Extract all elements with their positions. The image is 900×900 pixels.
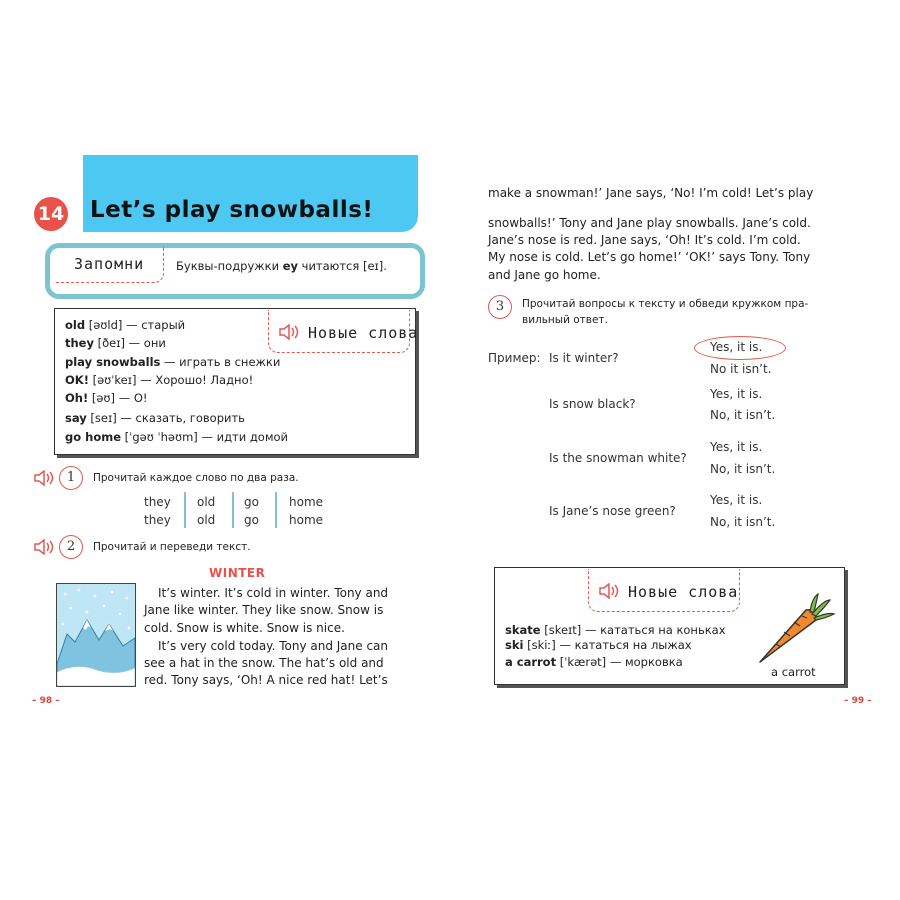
grid-word: go bbox=[244, 513, 259, 527]
speaker-icon[interactable] bbox=[278, 324, 300, 344]
vocab-item: go home [ˈgəʊ ˈhəʊm] — идти домой bbox=[65, 430, 289, 444]
remember-text-prefix: Буквы-подружки bbox=[176, 259, 280, 273]
story-line: It’s very cold today. Tony and Jane can bbox=[158, 639, 388, 653]
answer-yes[interactable]: Yes, it is. bbox=[710, 440, 763, 454]
grid-word: they bbox=[144, 513, 171, 527]
task3-instruction-line2: вильный ответ. bbox=[522, 314, 608, 326]
page-number-left: – 98 – bbox=[32, 696, 60, 706]
answer-no[interactable]: No, it isn’t. bbox=[710, 462, 776, 476]
task3-instruction-line1: Прочитай вопросы к тексту и обведи кружком пра- bbox=[522, 298, 809, 310]
answer-no[interactable]: No, it isn’t. bbox=[710, 408, 776, 422]
task-number-3: 3 bbox=[488, 295, 512, 319]
story-line: It’s winter. It’s cold in winter. Tony and bbox=[158, 586, 389, 600]
question: Is the snowman white? bbox=[549, 451, 687, 465]
story-line: red. Tony says, ‘Oh! A nice red hat! Let’s bbox=[144, 673, 388, 687]
vocab-item: old [əʊld] — старый bbox=[65, 318, 186, 332]
story-line: cold. Snow is white. Snow is nice. bbox=[144, 621, 345, 635]
answer-yes[interactable]: Yes, it is. bbox=[710, 340, 763, 354]
grid-word: home bbox=[289, 513, 324, 527]
story-line: My nose is cold. Let’s go home!’ ‘OK!’ says Tony. Tony bbox=[488, 250, 811, 264]
question: Is it winter? bbox=[549, 351, 619, 365]
grid-divider bbox=[232, 492, 234, 528]
task1-instruction: Прочитай каждое слово по два раза. bbox=[93, 472, 299, 484]
grid-word: old bbox=[197, 513, 216, 527]
answer-yes[interactable]: Yes, it is. bbox=[710, 493, 763, 507]
carrot-caption: a carrot bbox=[771, 665, 816, 679]
remember-sound: [eɪ]. bbox=[362, 259, 387, 273]
grid-divider bbox=[275, 492, 277, 528]
vocab-item: say [seɪ] — сказать, говорить bbox=[65, 411, 245, 425]
page-number-right: – 99 – bbox=[844, 696, 872, 706]
story-line: Jane like winter. They like snow. Snow is bbox=[144, 603, 384, 617]
grid-divider bbox=[184, 492, 186, 528]
winter-mountains-illustration bbox=[56, 583, 136, 687]
answer-no[interactable]: No, it isn’t. bbox=[710, 515, 776, 529]
question: Is snow black? bbox=[549, 397, 636, 411]
grid-word: home bbox=[289, 495, 324, 509]
speaker-icon[interactable] bbox=[598, 583, 620, 603]
grid-word: old bbox=[197, 495, 216, 509]
grid-word: they bbox=[144, 495, 171, 509]
story-line: snowballs!’ Tony and Jane play snowballs. Jane’s cold. bbox=[488, 216, 811, 230]
vocab-item: a carrot [ˈkærət] — морковка bbox=[505, 655, 683, 669]
answer-yes[interactable]: Yes, it is. bbox=[710, 387, 763, 401]
task-number-1: 1 bbox=[59, 466, 83, 490]
remember-rule bbox=[176, 259, 387, 273]
vocab-item: ski [skiː] — кататься на лыжах bbox=[505, 638, 692, 652]
carrot-illustration bbox=[754, 590, 836, 670]
speaker-icon[interactable] bbox=[33, 470, 55, 490]
remember-label: Запомни bbox=[74, 255, 145, 273]
story-line: make a snowman!’ Jane says, ‘No! I’m cold! Let’s play bbox=[488, 186, 814, 200]
new-words-label: Новые слова bbox=[628, 583, 739, 601]
story-line: see a hat in the snow. The hat’s old and bbox=[144, 656, 384, 670]
vocab-item: Oh! [əʊ] — О! bbox=[65, 391, 148, 405]
question: Is Jane’s nose green? bbox=[549, 504, 676, 518]
vocab-item: skate [skeɪt] — кататься на коньках bbox=[505, 623, 726, 637]
new-words-label: Новые слова bbox=[308, 324, 419, 342]
story-line: and Jane go home. bbox=[488, 268, 601, 282]
vocab-item: they [ðeɪ] — они bbox=[65, 336, 166, 350]
task2-instruction: Прочитай и переведи текст. bbox=[93, 541, 251, 553]
answer-no[interactable]: No it isn’t. bbox=[710, 362, 772, 376]
vocab-item: play snowballs — играть в снежки bbox=[65, 355, 281, 369]
remember-text-middle: читаются bbox=[301, 259, 360, 273]
story-title: WINTER bbox=[209, 566, 266, 580]
speaker-icon[interactable] bbox=[33, 539, 55, 559]
story-line: Jane’s nose is red. Jane says, ‘Oh! It’s cold. I’m cold. bbox=[488, 233, 801, 247]
remember-letters: ey bbox=[282, 259, 298, 273]
example-label: Пример: bbox=[488, 351, 541, 365]
vocab-item: OK! [əʊˈkeɪ] — Хорошо! Ладно! bbox=[65, 373, 254, 387]
lesson-number-badge: 14 bbox=[34, 197, 68, 231]
grid-word: go bbox=[244, 495, 259, 509]
lesson-title: Let’s play snowballs! bbox=[90, 197, 374, 223]
task-number-2: 2 bbox=[59, 535, 83, 559]
